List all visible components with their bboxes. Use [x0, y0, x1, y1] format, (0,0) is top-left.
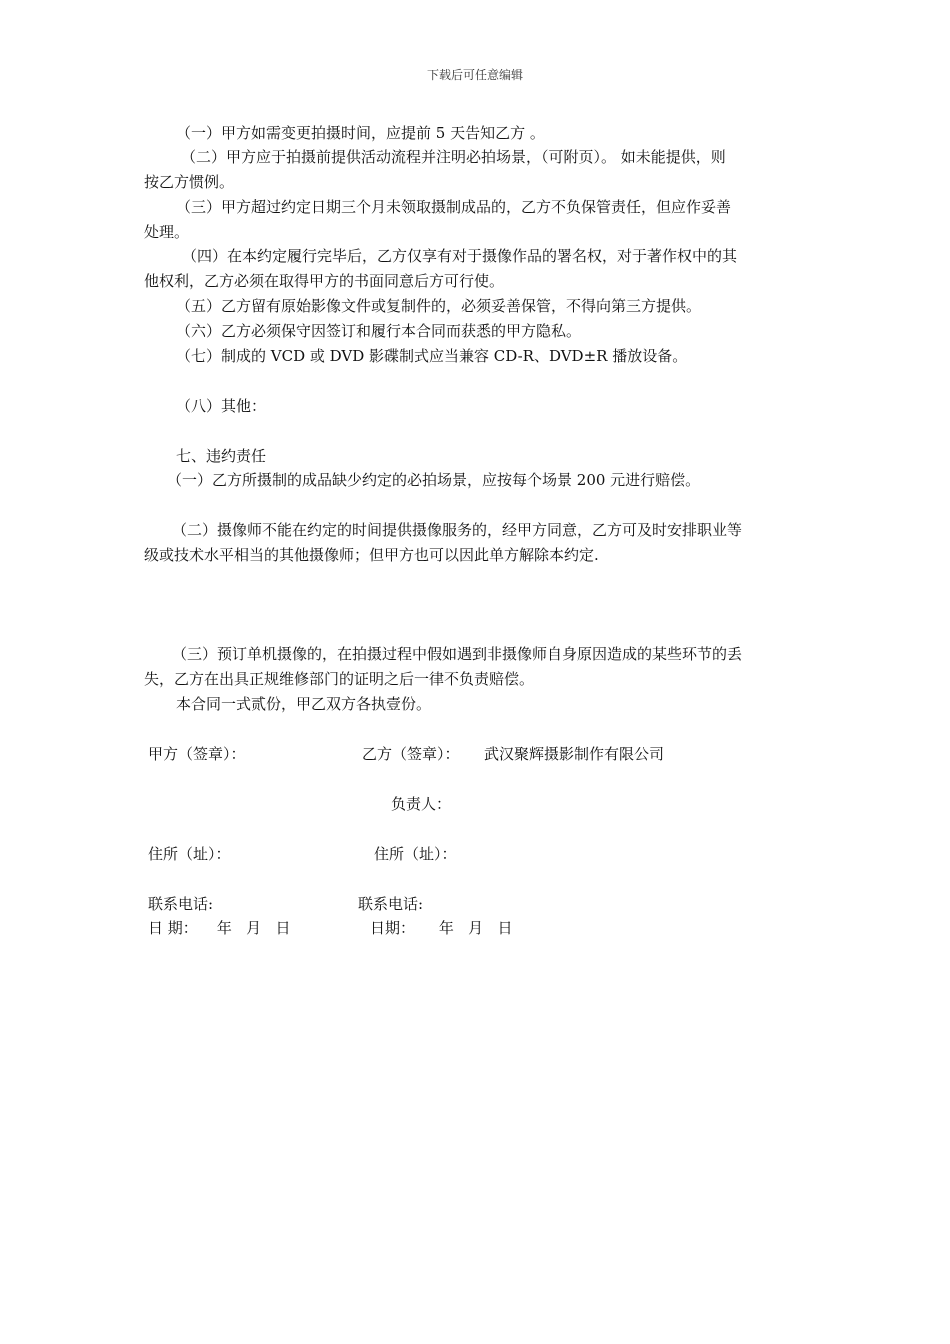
clause-6-7: （七）制成的 VCD 或 DVD 影碟制式应当兼容 CD-R、DVD±R 播放设备。: [176, 347, 688, 365]
clause-6-2-line1: （二）甲方应于拍摄前提供活动流程并注明必拍场景，（可附页）。 如未能提供，则: [181, 148, 726, 166]
clause-7-1: （一）乙方所摄制的成品缺少约定的必拍场景，应按每个场景 200 元进行赔偿。: [167, 471, 701, 489]
copies-statement: 本合同一式贰份，甲乙双方各执壹份。: [176, 695, 432, 713]
party-a-signature-label: 甲方（签章）：: [148, 745, 246, 763]
party-b-signature-label: 乙方（签章）：: [362, 745, 460, 763]
clause-6-3-line2: 处理。: [144, 223, 190, 241]
clause-7-3-line2: 失，乙方在出具正规维修部门的证明之后一律不负责赔偿。: [144, 670, 535, 688]
clause-6-6: （六）乙方必须保守因签订和履行本合同而获悉的甲方隐私。: [176, 322, 582, 340]
party-b-company-name: 武汉聚辉摄影制作有限公司: [484, 745, 665, 763]
clause-7-3-line1: （三）预订单机摄像的，在拍摄过程中假如遇到非摄像师自身原因造成的某些环节的丢: [172, 645, 743, 663]
clause-7-2-line1: （二）摄像师不能在约定的时间提供摄像服务的，经甲方同意，乙方可及时安排职业等: [172, 521, 743, 539]
clause-6-1: （一）甲方如需变更拍摄时间，应提前 5 天告知乙方 。: [176, 124, 545, 142]
person-in-charge-label: 负责人：: [391, 795, 452, 813]
section-7-title: 七、违约责任: [176, 447, 267, 465]
clause-6-8: （八）其他：: [176, 397, 267, 415]
party-b-phone-label: 联系电话:: [358, 895, 424, 913]
clause-6-5: （五）乙方留有原始影像文件或复制件的，必须妥善保管，不得向第三方提供。: [176, 297, 702, 315]
party-b-address-label: 住所（址）：: [374, 845, 457, 863]
page-header-note: 下载后可任意编辑: [426, 68, 523, 82]
party-a-date-label: 日 期： 年 月 日: [148, 919, 291, 937]
party-a-phone-label: 联系电话:: [148, 895, 214, 913]
clause-6-4-line2: 他权利，乙方必须在取得甲方的书面同意后方可行使。: [144, 272, 505, 290]
clause-6-3-line1: （三）甲方超过约定日期三个月未领取摄制成品的，乙方不负保管责任，但应作妥善: [176, 198, 732, 216]
clause-6-4-line1: （四）在本约定履行完毕后，乙方仅享有对于摄像作品的署名权，对于著作权中的其: [182, 247, 738, 265]
party-a-address-label: 住所（址）：: [148, 845, 231, 863]
clause-7-2-line2: 级或技术水平相当的其他摄像师；但甲方也可以因此单方解除本约定.: [144, 546, 599, 564]
party-b-date-label: 日期： 年 月 日: [370, 919, 513, 937]
clause-6-2-line2: 按乙方惯例。: [144, 173, 235, 191]
